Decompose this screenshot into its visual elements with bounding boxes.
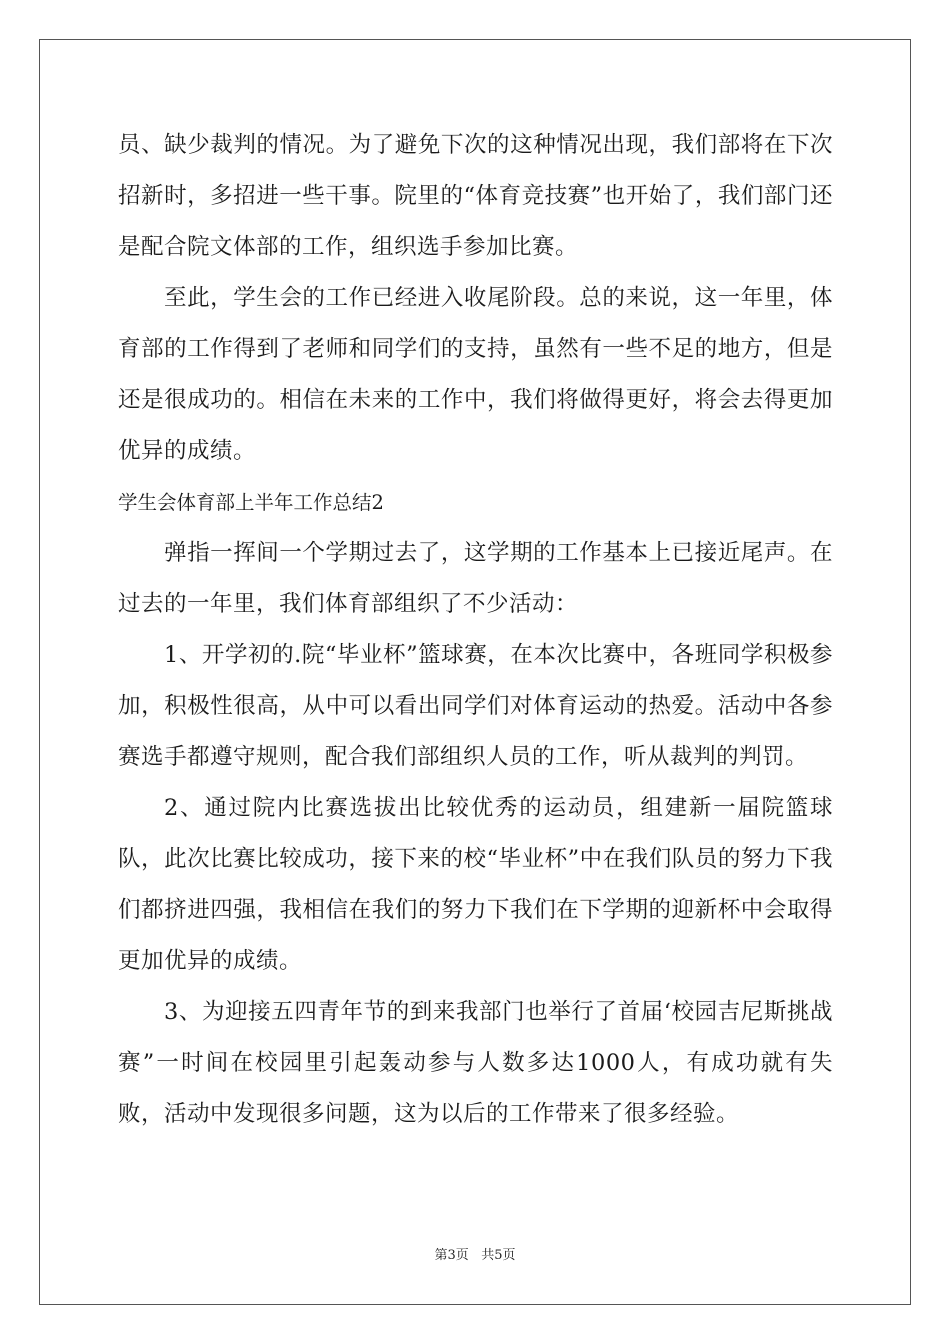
paragraph-2: 至此，学生会的工作已经进入收尾阶段。总的来说，这一年里，体育部的工作得到了老师和同学们的支持，虽然有一些不足的地方，但是还是很成功的。相信在未来的工作中，我们将做得更好，将会去得更加优异的成绩。 [118,285,833,464]
page-total: 共5页 [481,1248,516,1263]
section-heading: 学生会体育部上半年工作总结2 [118,491,384,514]
paragraph-6: 3、为迎接五四青年节的到来我部门也举行了首届‘校园吉尼斯挑战赛”一时间在校园里引起轰动参与人数多达1000人，有成功就有失败，活动中发现很多问题，这为以后的工作带来了很多经验。 [118,999,833,1127]
paragraph-3: 弹指一挥间一个学期过去了，这学期的工作基本上已接近尾声。在过去的一年里，我们体育部组织了不少活动： [118,540,833,617]
paragraph-5: 2、通过院内比赛选拔出比较优秀的运动员，组建新一届院篮球队，此次比赛比较成功，接下来的校“毕业杯”中在我们队员的努力下我们都挤进四强，我相信在我们的努力下我们在下学期的迎新杯中会取得更加优异的成绩。 [118,795,833,974]
document-body [118,120,833,1140]
paragraph-4: 1、开学初的.院“毕业杯”篮球赛，在本次比赛中，各班同学积极参加，积极性很高，从中可以看出同学们对体育运动的热爱。活动中各参赛选手都遵守规则，配合我们部组织人员的工作，听从裁判的判罚。 [118,642,833,770]
paragraph-1: 员、缺少裁判的情况。为了避免下次的这种情况出现，我们部将在下次招新时，多招进一些干事。院里的“体育竞技赛”也开始了，我们部门还是配合院文体部的工作，组织选手参加比赛。 [118,132,833,260]
page-number: 第3页 [434,1248,469,1263]
page-footer [0,1244,950,1263]
